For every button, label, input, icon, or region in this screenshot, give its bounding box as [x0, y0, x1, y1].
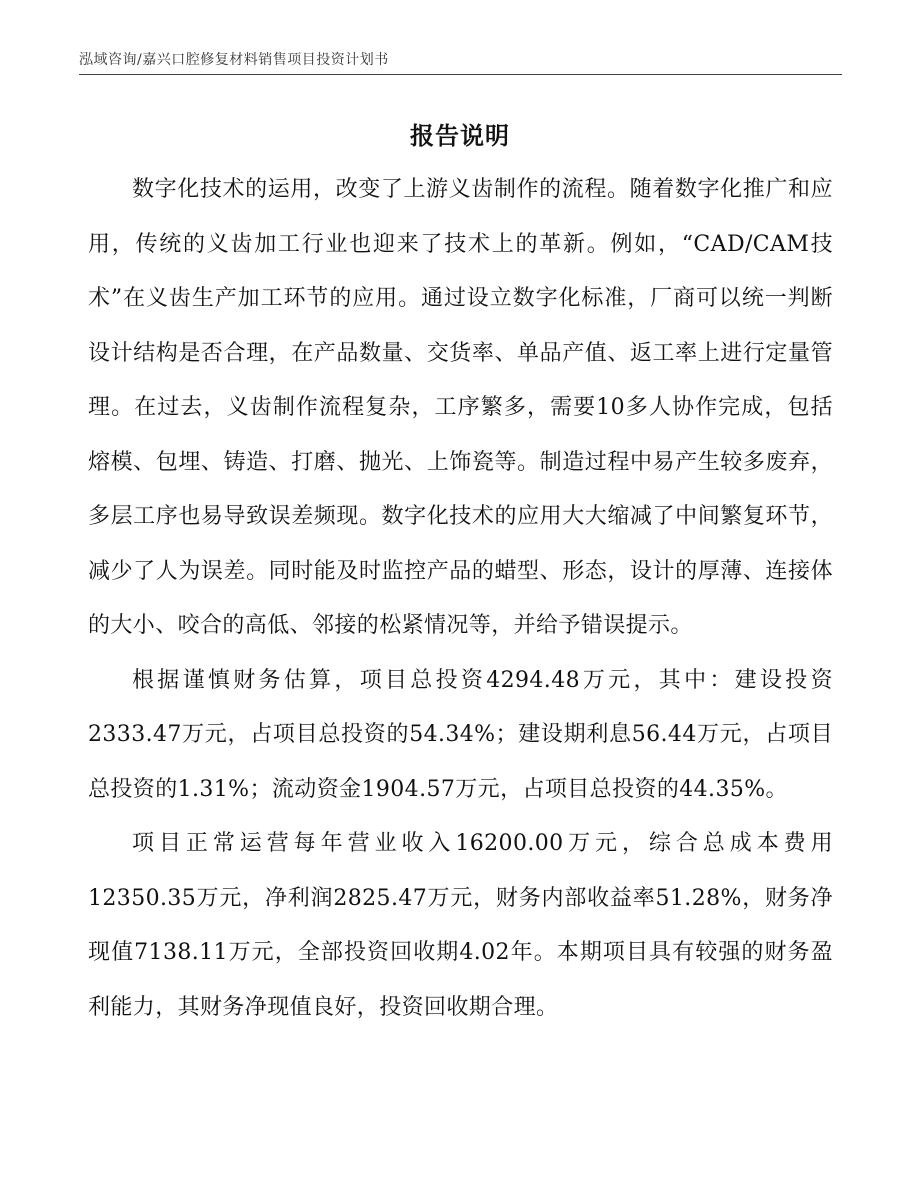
- header-divider: [79, 74, 842, 75]
- body-text: [88, 163, 833, 1035]
- paragraph-investment-estimate: 根据谨慎财务估算，项目总投资4294.48万元，其中：建设投资2333.47万元，占项目总投资的54.34%；建设期利息56.44万元，占项目总投资的1.31%；流动资金1904.57万元，占项目总投资的44.35%。: [88, 667, 833, 802]
- paragraph-financial-returns: 项目正常运营每年营业收入16200.00万元，综合总成本费用12350.35万元，净利润2825.47万元，财务内部收益率51.28%，财务净现值7138.11万元，全部投资回收期4.02年。本期项目具有较强的财务盈利能力，其财务净现值良好，投资回收期合理。: [88, 831, 833, 1020]
- section-title: 报告说明: [410, 121, 510, 150]
- paragraph-digital-technology: 数字化技术的运用，改变了上游义齿制作的流程。随着数字化推广和应用，传统的义齿加工行业也迎来了技术上的革新。例如，“CAD/CAM技术”在义齿生产加工环节的应用。通过设立数字化标准，厂商可以统一判断设计结构是否合理，在产品数量、交货率、单品产值、返工率上进行定量管理。在过去，义齿制作流程复杂，工序繁多，需要10多人协作完成，包括熔模、包埋、铸造、打磨、抛光、上饰瓷等。制造过程中易产生较多废弃，多层工序也易导致误差频现。数字化技术的应用大大缩减了中间繁复环节，减少了人为误差。同时能及时监控产品的蜡型、形态，设计的厚薄、连接体的大小、咬合的高低、邻接的松紧情况等，并给予错误提示。: [88, 177, 833, 638]
- running-header: 泓域咨询/嘉兴口腔修复材料销售项目投资计划书: [79, 52, 389, 68]
